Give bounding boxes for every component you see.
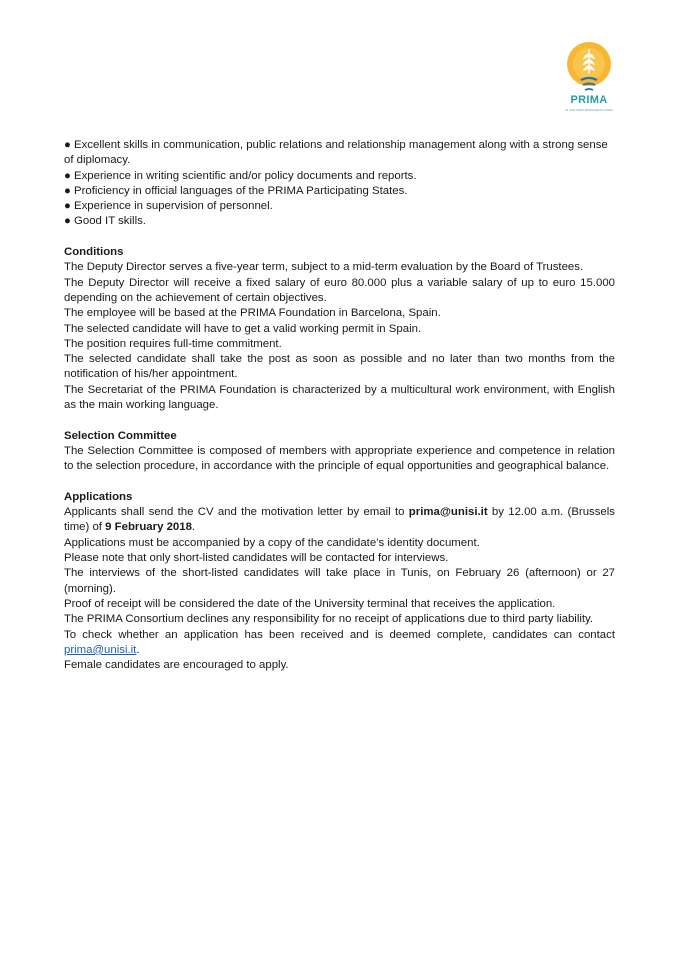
paragraph: The selected candidate shall take the post as soon as possible and no later than two months from the notification of his/her appointment. <box>64 353 615 381</box>
deadline-date: 9 February 2018 <box>105 521 192 534</box>
text-run: . <box>136 643 140 656</box>
list-item-text: Experience in writing scientific and/or policy documents and reports. <box>74 169 417 182</box>
paragraph: Female candidates are encouraged to apply. <box>64 659 289 672</box>
prima-logo-graphic <box>556 40 622 96</box>
list-item <box>64 169 615 184</box>
conditions-section <box>64 245 615 413</box>
paragraph: Proof of receipt will be considered the date of the University terminal that receives the application. <box>64 597 556 610</box>
list-item <box>64 199 615 214</box>
contact-email: prima@unisi.it <box>408 506 488 519</box>
section-heading: Applications <box>64 490 133 503</box>
skills-list <box>64 138 615 230</box>
text-run: . <box>191 521 196 534</box>
bullet-icon: ● <box>64 139 71 151</box>
paragraph: The selected candidate will have to get a valid working permit in Spain. <box>64 322 422 335</box>
selection-committee-section <box>64 429 615 475</box>
document-body <box>64 138 615 673</box>
text-run: by 12.00 a.m. (Brussels time) of <box>64 506 615 534</box>
text-run: To check whether an application has been received and is deemed complete, candidates can contact <box>64 628 615 641</box>
list-item-text: Good IT skills. <box>74 215 146 228</box>
section-heading: Conditions <box>64 246 124 259</box>
list-item <box>64 184 615 199</box>
paragraph: The Deputy Director will receive a fixed salary of euro 80.000 plus a variable salary of up to euro 15.000 depending on the achievement of certain objectives. <box>64 276 615 304</box>
paragraph: The employee will be based at the PRIMA Foundation in Barcelona, Spain. <box>64 307 441 320</box>
paragraph: Please note that only short-listed candidates will be contacted for interviews. <box>64 552 449 565</box>
email-link[interactable]: prima@unisi.it <box>64 643 137 656</box>
logo-wordmark: PRIMA <box>570 94 608 106</box>
paragraph: The Secretariat of the PRIMA Foundation is characterized by a multicultural work environment, with English as the main working language. <box>64 383 615 412</box>
prima-logo <box>556 40 636 120</box>
logo-tagline: IN THE MEDITERRANEAN AREA <box>565 108 613 112</box>
list-item <box>64 138 615 169</box>
list-item-text: Experience in supervision of personnel. <box>74 200 273 213</box>
bullet-icon: ● <box>64 215 71 228</box>
paragraph: The Deputy Director serves a five-year term, subject to a mid-term evaluation by the Board of Trustees. <box>64 261 584 274</box>
text-run: Applicants shall send the CV and the motivation letter by email to <box>64 506 409 519</box>
bullet-icon: ● <box>64 169 71 182</box>
applications-section <box>64 490 615 674</box>
list-item-text: Excellent skills in communication, public relations and relationship management along with a strong sense of diplomacy. <box>64 139 608 167</box>
bullet-icon: ● <box>64 184 71 197</box>
paragraph: The position requires full-time commitment. <box>64 337 282 350</box>
paragraph: Applications must be accompanied by a copy of the candidate’s identity document. <box>64 536 480 549</box>
paragraph: The interviews of the short-listed candidates will take place in Tunis, on February 26 (afternoon) or 27 (morning). <box>64 567 615 595</box>
bullet-icon: ● <box>64 200 71 213</box>
paragraph: The PRIMA Consortium declines any responsibility for no receipt of applications due to third party liability. <box>64 613 594 626</box>
list-item <box>64 214 615 229</box>
paragraph <box>64 505 615 536</box>
paragraph <box>64 628 615 659</box>
section-heading: Selection Committee <box>64 429 177 442</box>
paragraph: The Selection Committee is composed of members with appropriate experience and competence in relation to the selection procedure, in accordance with the principle of equal opportunities and geographical balance. <box>64 444 615 473</box>
list-item-text: Proficiency in official languages of the PRIMA Participating States. <box>74 184 408 197</box>
